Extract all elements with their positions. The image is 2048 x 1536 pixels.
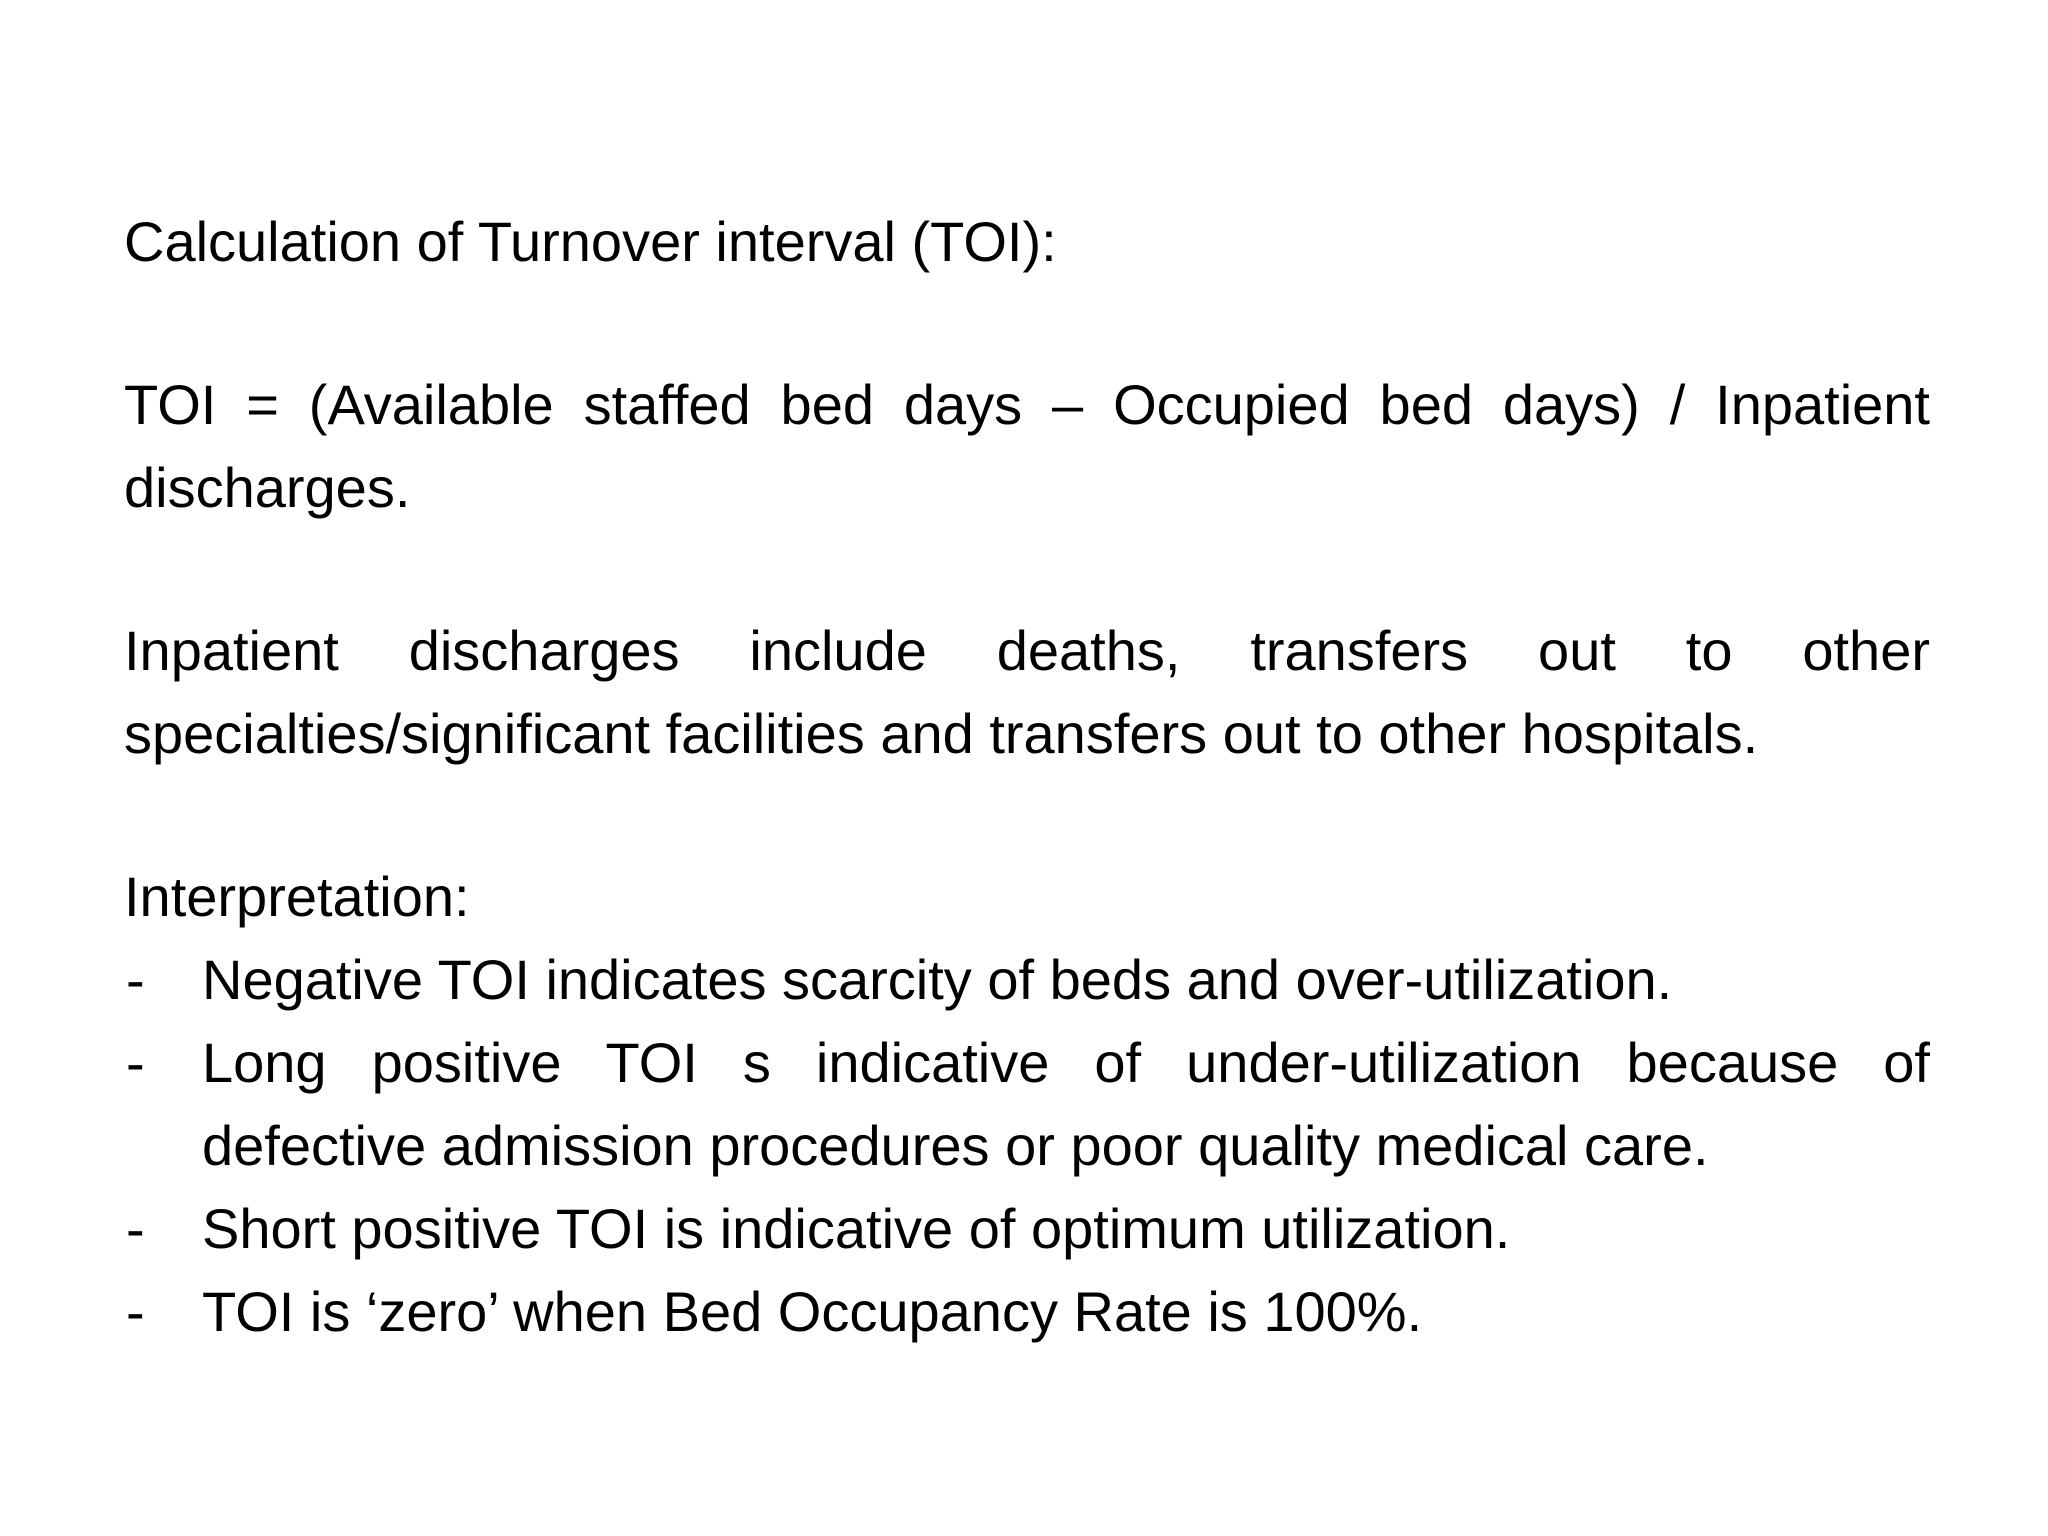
list-item-text: Short positive TOI is indicative of optimum utilization. <box>202 1197 1511 1260</box>
list-item <box>124 1021 1930 1187</box>
list-item-text: Long positive TOI s indicative of under-utilization because of defective admission procedures or poor quality medical care. <box>202 1031 1930 1177</box>
bullet-marker: - <box>126 1197 145 1260</box>
list-item <box>124 938 1930 1021</box>
list-item-text: Negative TOI indicates scarcity of beds and over-utilization. <box>202 948 1673 1011</box>
slide-heading: Calculation of Turnover interval (TOI): <box>124 210 1057 273</box>
list-item-text: TOI is ‘zero’ when Bed Occupancy Rate is 100%. <box>202 1280 1423 1343</box>
list-item <box>124 1270 1930 1353</box>
bullet-marker: - <box>126 1280 145 1343</box>
slide-content <box>124 200 1930 1353</box>
interpretation-title: Interpretation: <box>124 865 470 928</box>
bullet-marker: - <box>126 948 145 1011</box>
bullet-marker: - <box>126 1031 145 1094</box>
interpretation-list <box>124 938 1930 1353</box>
toi-formula: TOI = (Available staffed bed days – Occupied bed days) / Inpatient discharges. <box>124 373 1930 519</box>
list-item <box>124 1187 1930 1270</box>
discharges-note: Inpatient discharges include deaths, transfers out to other specialties/significant facilities and transfers out to other hospitals. <box>124 619 1930 765</box>
